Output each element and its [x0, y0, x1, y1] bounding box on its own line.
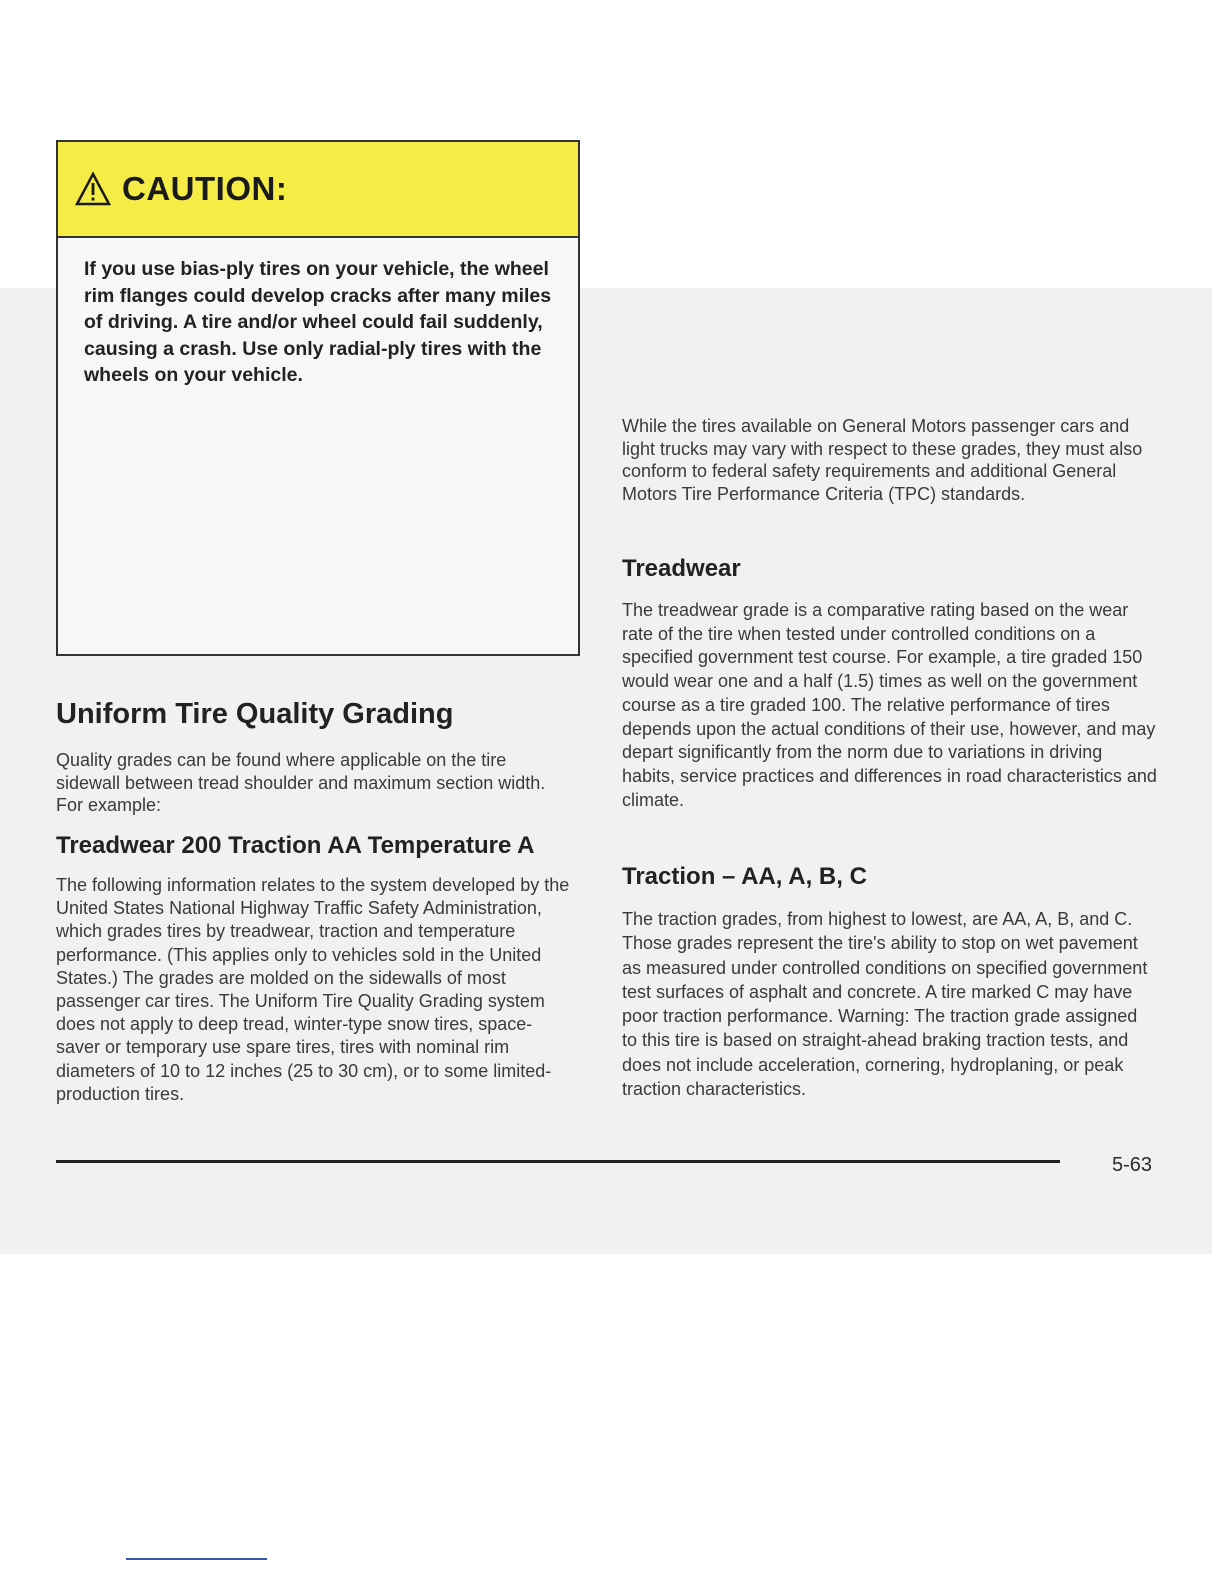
section-heading: Uniform Tire Quality Grading [56, 698, 454, 730]
caution-box [56, 140, 580, 656]
caution-text: If you use bias-ply tires on your vehicle, the wheel rim flanges could develop cracks after many miles of driving. A tire and/or wheel could fail suddenly, causing a crash. Use only radial-ply tires with the wheels on your vehicle. [84, 258, 552, 386]
caution-title: CAUTION: [122, 170, 288, 207]
quality-paragraph: Quality grades can be found where applicable on the tire sidewall between tread shoulder and maximum section width. For example: [56, 750, 546, 815]
footer-rule [56, 1160, 1060, 1163]
example-heading: Treadwear 200 Traction AA Temperature A [56, 832, 535, 859]
link-underline[interactable] [126, 1558, 267, 1560]
treadwear-heading: Treadwear [622, 555, 741, 582]
treadwear-paragraph: The treadwear grade is a comparative rating based on the wear rate of the tire when tested under controlled conditions on a specified government test course. For example, a tire graded 150 would wear one and a half (1.5) times as well on the government course as a tire graded 100. The relative performance of tires depends upon the actual conditions of their use, however, and may depart significantly from the norm due to variations in driving habits, service practices and differences in road characteristics and climate. [622, 600, 1157, 810]
following-paragraph: The following information relates to the system developed by the United States National Highway Traffic Safety Administration, which grades tires by treadwear, traction and temperature performance. (This applies only to vehicles sold in the United States.) The grades are molded on the sidewalls of most passenger car tires. The Uniform Tire Quality Grading system does not apply to deep tread, winter-type snow tires, space-saver or temporary use spare tires, tires with nominal rim diameters of 10 to 12 inches (25 to 30 cm), or to some limited-production tires. [56, 875, 570, 1104]
page-number: 5-63 [1112, 1154, 1153, 1176]
warning-triangle-icon [74, 171, 112, 207]
while-paragraph: While the tires available on General Motors passenger cars and light trucks may vary with respect to these grades, they must also conform to federal safety requirements and additional General Motors Tire Performance Criteria (TPC) standards. [622, 416, 1143, 504]
traction-heading: Traction – AA, A, B, C [622, 863, 867, 890]
traction-paragraph: The traction grades, from highest to lowest, are AA, A, B, and C. Those grades represent the tire's ability to stop on wet pavement as measured under controlled conditions on specified government test surfaces of asphalt and concrete. A tire marked C may have poor traction performance. Warning: The traction grade assigned to this tire is based on straight-ahead braking traction tests, and does not include acceleration, cornering, hydroplaning, or peak traction characteristics. [622, 909, 1148, 1100]
caution-header [58, 142, 578, 238]
